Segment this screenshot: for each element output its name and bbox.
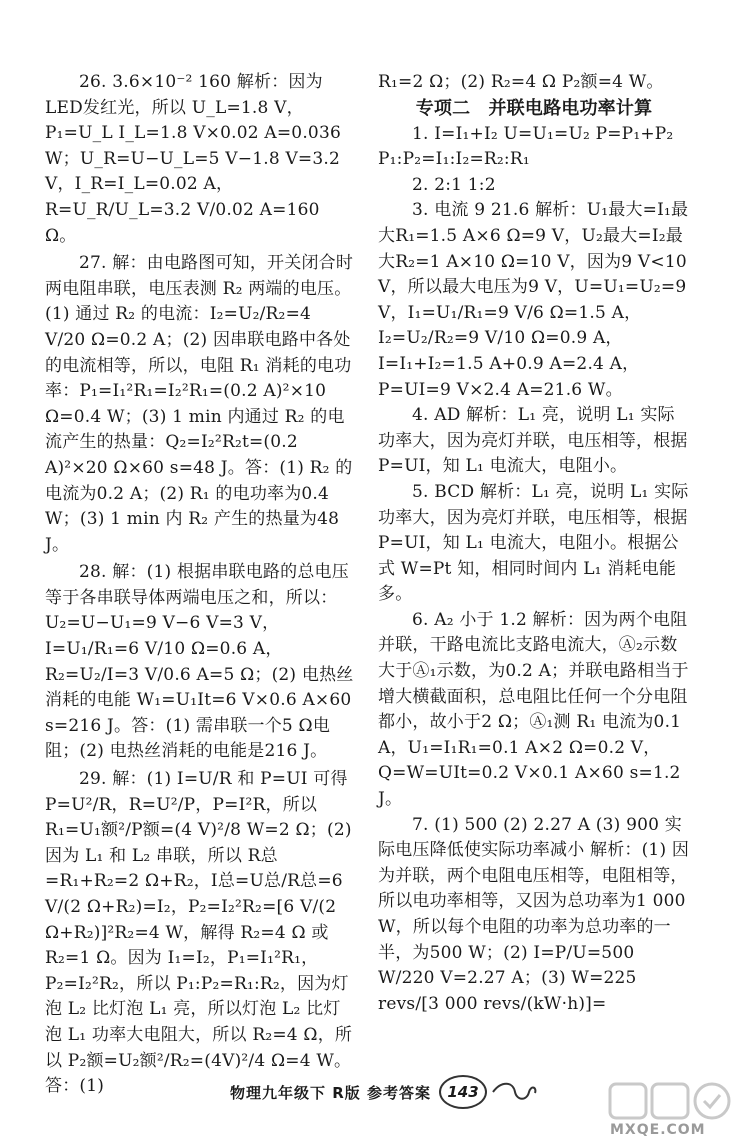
swirl-ornament-icon bbox=[491, 1079, 539, 1105]
section-title: 专项二 并联电路电功率计算 bbox=[415, 97, 653, 119]
page-footer bbox=[230, 1075, 550, 1109]
answer-s2-4: 4. AD 解析：L₁ 亮，说明 L₁ 实际功率大，因为亮灯并联，电压相等，根据 P=UI，知 L₁ 电流大，电阻小。 bbox=[378, 405, 688, 477]
left-column bbox=[45, 70, 355, 1100]
answer-29: 29. 解：(1) I=U/R 和 P=UI 可得 P=U²/R，R=U²/P，P=I²R，所以 R₁=U₁额²/P额=(4 V)²/8 W=2 Ω；(2) 因为 L₁ 和 L₂ 串联，所以 R总=R₁+R₂=2 Ω+R₂，I总=U总/R总=6 V/(2 Ω+R₂)=I₂，P₂=I₂²R₂=[6 V/(2 Ω+R₂)]²R₂=4 W，解得 R₂=4 Ω 或 R₂=1 Ω。因为 I₁=I₂，P₁=I₁²R₁，P₂=I₂²R₂，所以 P₁:P₂=R₁:R₂，因为灯泡 L₂ 比灯泡 L₁ 亮，所以灯泡 L₂ 比灯泡 L₁ 功率大电阻大，所以 R₂=4 Ω，所以 P₂额=U₂额²/R₂=(4V)²/4 Ω=4 W。答：(1) bbox=[45, 769, 353, 1097]
answer-s2-2: 2. 2:1 1:2 bbox=[412, 174, 496, 195]
watermark-text: MXQE.COM bbox=[610, 1122, 706, 1138]
answer-s2-1: 1. I=I₁+I₂ U=U₁=U₂ P=P₁+P₂ P₁:P₂=I₁:I₂=R₂:R₁ bbox=[378, 123, 674, 170]
right-column bbox=[378, 70, 690, 1017]
page-number: 143 bbox=[439, 1075, 487, 1109]
footer-label: 物理九年级下 R版 参考答案 bbox=[230, 1083, 431, 1102]
answer-28: 28. 解：(1) 根据串联电路的总电压等于各串联导体两端电压之和，所以：U₂=U−U₁=9 V−6 V=3 V，I=U₁/R₁=6 V/10 Ω=0.6 A，R₂=U₂/I=3 V/0.6 A=5 Ω；(2) 电热丝消耗的电能 W₁=U₁It=6 V×0.6 A×60 s=216 J。答：(1) 需串联一个5 Ω电阻；(2) 电热丝消耗的电能是216 J。 bbox=[45, 562, 354, 762]
answer-29-continuation: R₁=2 Ω；(2) R₂=4 Ω P₂额=4 W。 bbox=[378, 72, 664, 92]
answer-s2-5: 5. BCD 解析：L₁ 亮，说明 L₁ 实际功率大，因为亮灯并联，电压相等，根据 P=UI，知 L₁ 电流大，电阻小。根据公式 W=Pt 知，相同时间内 L₁ 消耗电能多。 bbox=[378, 481, 689, 605]
answer-s2-7: 7. (1) 500 (2) 2.27 A (3) 900 实际电压降低使实际功率减小 解析：(1) 因为并联，两个电阻电压相等，电阻相等，所以电功率相等，又因为总功率为1 000 W，所以每个电阻的功率为总功率的一半，为500 W；(2) I=P/U=500 W/220 V=2.27 A；(3) W=225 revs/[3 000 revs/(kW·h)]= bbox=[378, 814, 690, 1014]
answer-27: 27. 解：由电路图可知，开关闭合时两电阻串联，电压表测 R₂ 两端的电压。(1) 通过 R₂ 的电流：I₂=U₂/R₂=4 V/20 Ω=0.2 A；(2) 因串联电路中各处的电流相等，所以，电阻 R₁ 消耗的电功率：P₁=I₁²R₁=I₂²R₁=(0.2 A)²×10 Ω=0.4 W；(3) 1 min 内通过 R₂ 的电流产生的热量：Q₂=I₂²R₂t=(0.2 A)²×20 Ω×60 s=48 J。答：(1) R₂ 的电流为0.2 A；(2) R₁ 的电功率为0.4 W；(3) 1 min 内 R₂ 产生的热量为48 J。 bbox=[45, 253, 354, 555]
answer-s2-6: 6. A₂ 小于 1.2 解析：因为两个电阻并联，干路电流比支路电流大，Ⓐ₂示数大于Ⓐ₁示数，为0.2 A；并联电路相当于增大横截面积，总电阻比任何一个分电阻都小，故小于2 Ω；Ⓐ₁测 R₁ 电流为0.1 A，U₁=I₁R₁=0.1 A×2 Ω=0.2 V，Q=W=UIt=0.2 V×0.1 A×60 s=1.2 J。 bbox=[378, 609, 689, 810]
answer-s2-3: 3. 电流 9 21.6 解析：U₁最大=I₁最大R₁=1.5 A×6 Ω=9 V，U₂最大=I₂最大R₂=1 A×10 Ω=10 V，因为9 V<10 V，所以最大电压为9 V，U=U₁=U₂=9 V，I₁=U₁/R₁=9 V/6 Ω=1.5 A，I₂=U₂/R₂=9 V/10 Ω=0.9 A，I=I₁+I₂=1.5 A+0.9 A=2.4 A，P=UI=9 V×2.4 A=21.6 W。 bbox=[378, 200, 689, 400]
answer-26: 26. 3.6×10⁻² 160 解析：因为LED发红光，所以 U_L=1.8 V，P₁=U_L I_L=1.8 V×0.02 A=0.036 W；U_R=U−U_L=5 V−1.8 V=3.2 V，I_R=I_L=0.02 A，R=U_R/U_L=3.2 V/0.02 A=160 Ω。 bbox=[45, 72, 341, 246]
